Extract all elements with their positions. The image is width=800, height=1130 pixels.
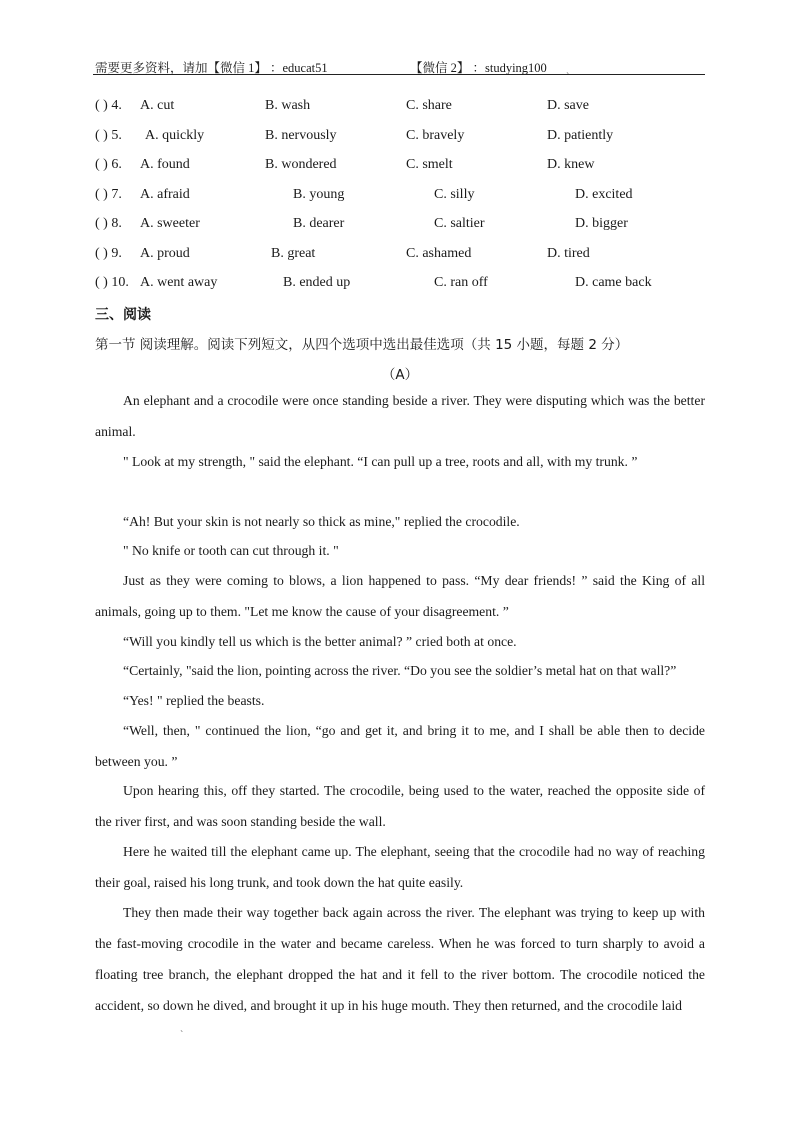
passage-paragraph: “Ah! But your skin is not nearly so thick as mine," replied the crocodile.: [123, 514, 520, 529]
passage-paragraph: “Will you kindly tell us which is the better animal? ” cried both at once.: [123, 634, 517, 649]
option-a: A. found: [140, 157, 190, 172]
option-c: C. ran off: [434, 275, 488, 290]
page-header: [95, 55, 705, 75]
option-c: C. bravely: [406, 128, 465, 143]
section-title: 三、阅读: [95, 307, 151, 323]
option-c: C. share: [406, 98, 452, 113]
option-d: D. bigger: [575, 216, 628, 231]
option-a: A. proud: [140, 246, 190, 261]
option-c: C. saltier: [434, 216, 485, 231]
option-d: D. tired: [547, 246, 590, 261]
option-a: A. cut: [140, 98, 175, 113]
option-a: A. quickly: [145, 128, 205, 143]
option-b: B. great: [271, 246, 316, 261]
passage-paragraph: An elephant and a crocodile were once standing beside a river. They were disputing which was the better animal.: [95, 393, 705, 439]
passage-label: （A）: [381, 367, 419, 383]
question-number: ( ) 7.: [95, 187, 122, 202]
question-number: ( ) 4.: [95, 98, 122, 113]
option-d: D. save: [547, 98, 589, 113]
option-d: D. patiently: [547, 128, 614, 143]
question-number: ( ) 10.: [95, 275, 129, 290]
stray-mark: ˋ: [180, 1030, 184, 1041]
passage-paragraph: They then made their way together back again across the river. The elephant was trying to keep up with the fast-moving crocodile in the water and became careless. When he was forced to turn sharply to avoid a floating tree branch, the elephant dropped the hat and it fell to the river bottom. The crocodile noticed the accident, so down he dived, and brought it up in his huge mouth. They then returned, and the crocodile laid: [95, 905, 705, 1013]
option-c: C. silly: [434, 187, 475, 202]
question-number: ( ) 9.: [95, 246, 122, 261]
passage-paragraph: Here he waited till the elephant came up. The elephant, seeing that the crocodile had no way of reaching their goal, raised his long trunk, and took down the hat quite easily.: [95, 844, 705, 890]
option-b: B. wondered: [265, 157, 337, 172]
option-b: B. ended up: [283, 275, 351, 290]
option-a: A. went away: [140, 275, 218, 290]
question-number: ( ) 5.: [95, 128, 122, 143]
passage-paragraph: “Well, then, " continued the lion, “go and get it, and bring it to me, and I shall be able then to decide between you. ”: [95, 723, 705, 769]
passage-paragraph: Just as they were coming to blows, a lion happened to pass. “My dear friends! ” said the King of all animals, going up to them. "Let me know the cause of your disagreement. ”: [95, 573, 705, 619]
option-b: B. wash: [265, 98, 311, 113]
option-b: B. nervously: [265, 128, 337, 143]
option-a: A. sweeter: [140, 216, 200, 231]
option-row-7: [95, 187, 715, 209]
option-row-4: [95, 98, 715, 120]
passage-paragraph: Upon hearing this, off they started. The crocodile, being used to the water, reached the opposite side of the river first, and was soon standing beside the wall.: [95, 783, 705, 829]
passage-paragraph: “Certainly, "said the lion, pointing across the river. “Do you see the soldier’s metal hat on that wall?”: [123, 663, 677, 678]
section-instruction: 第一节 阅读理解。阅读下列短文，从四个选项中选出最佳选项（共 15 小题，每题 2 分）: [95, 337, 629, 353]
option-c: C. smelt: [406, 157, 453, 172]
option-row-8: [95, 216, 715, 238]
option-a: A. afraid: [140, 187, 190, 202]
header-wechat-1: 需要更多资料，请加【微信 1】 ：educat51: [95, 61, 328, 75]
header-wechat-2: 【微信 2】 ：studying100: [410, 61, 547, 75]
passage-paragraph: “Yes! " replied the beasts.: [123, 693, 265, 708]
option-b: B. young: [293, 187, 345, 202]
header-divider: [93, 74, 705, 75]
option-c: C. ashamed: [406, 246, 472, 261]
option-row-9: [95, 246, 715, 268]
question-number: ( ) 8.: [95, 216, 122, 231]
passage-paragraph: " Look at my strength, " said the elephant. “I can pull up a tree, roots and all, with my trunk. ”: [123, 454, 638, 469]
option-row-10: [95, 275, 715, 297]
question-number: ( ) 6.: [95, 157, 122, 172]
passage-paragraph: " No knife or tooth can cut through it. ": [123, 543, 339, 558]
option-row-6: [95, 157, 715, 179]
stray-mark: ˋ: [566, 72, 570, 83]
option-d: D. excited: [575, 187, 633, 202]
option-b: B. dearer: [293, 216, 345, 231]
option-d: D. came back: [575, 275, 652, 290]
option-row-5: [95, 128, 715, 150]
option-d: D. knew: [547, 157, 595, 172]
